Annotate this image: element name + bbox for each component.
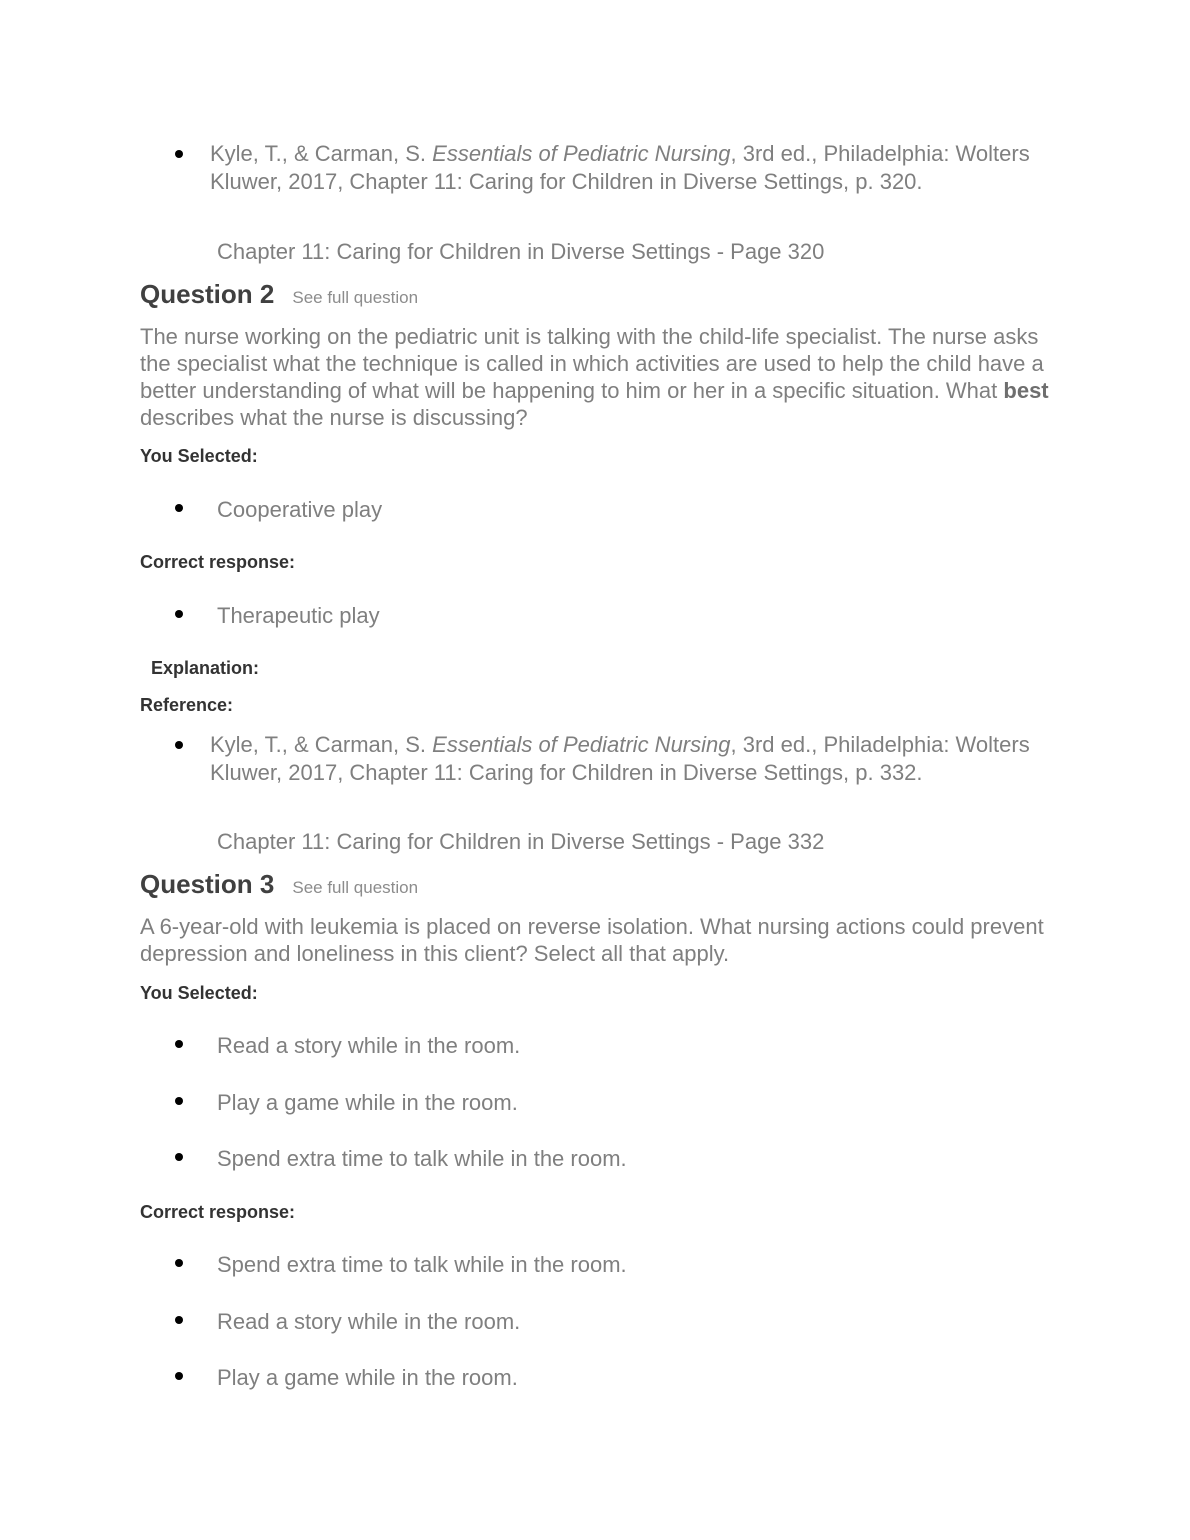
question-2-text: The nurse working on the pediatric unit is talking with the child-life specialist. The nurse asks the specialist what the technique is called in which activities are used to help the child have a better understanding of what will be happening to him or her in a specific situation. What best describes what the nurse is discussing? (140, 324, 1049, 430)
question-3-text: A 6-year-old with leukemia is placed on reverse isolation. What nursing actions could prevent depression and loneliness in this client? Select all that apply. (140, 914, 1044, 966)
bullet-icon (172, 607, 186, 621)
question-2-heading (140, 279, 418, 313)
you-selected-label: You Selected: (140, 983, 258, 1003)
reference-label: Reference: (140, 695, 234, 715)
bullet-icon (172, 738, 186, 752)
chapter-page-line-2: Chapter 11: Caring for Children in Diverse Settings - Page 332 (217, 829, 825, 854)
see-full-question-link[interactable]: See full question (292, 878, 419, 897)
book-title: Essentials of Pediatric Nursing (432, 732, 731, 757)
selected-answer: Play a game while in the room. (217, 1090, 518, 1115)
bullet-icon (172, 501, 186, 515)
correct-answer: Therapeutic play (217, 603, 380, 628)
selected-answer: Spend extra time to talk while in the room. (217, 1146, 627, 1171)
question-3-heading (140, 869, 418, 903)
selected-answer: Cooperative play (217, 497, 383, 522)
bullet-icon (172, 1256, 186, 1270)
bullet-icon (172, 1313, 186, 1327)
reference-citation-1: Kyle, T., & Carman, S. Essentials of Pediatric Nursing, 3rd ed., Philadelphia: Wolters Kluwer, 2017, Chapter 11: Caring for Children in Diverse Settings, p. 320. (210, 141, 1030, 194)
question-title: Question 3 (140, 869, 275, 899)
reference-citation-2: Kyle, T., & Carman, S. Essentials of Pediatric Nursing, 3rd ed., Philadelphia: Wolters Kluwer, 2017, Chapter 11: Caring for Children in Diverse Settings, p. 332. (210, 732, 1030, 785)
selected-answer: Read a story while in the room. (217, 1033, 521, 1058)
correct-answer: Read a story while in the room. (217, 1309, 521, 1334)
explanation-label: Explanation: (151, 658, 260, 678)
you-selected-label: You Selected: (140, 446, 258, 466)
bullet-icon (172, 1369, 186, 1383)
bullet-icon (172, 1037, 186, 1051)
correct-response-label: Correct response: (140, 1202, 296, 1222)
bullet-icon (172, 1150, 186, 1164)
chapter-page-line-1: Chapter 11: Caring for Children in Diverse Settings - Page 320 (217, 239, 825, 264)
book-title: Essentials of Pediatric Nursing (432, 141, 731, 166)
bullet-icon (172, 147, 186, 161)
correct-answer: Play a game while in the room. (217, 1365, 518, 1390)
correct-response-label: Correct response: (140, 552, 296, 572)
correct-answer: Spend extra time to talk while in the room. (217, 1252, 627, 1277)
bullet-icon (172, 1094, 186, 1108)
see-full-question-link[interactable]: See full question (292, 288, 419, 307)
question-title: Question 2 (140, 279, 275, 309)
